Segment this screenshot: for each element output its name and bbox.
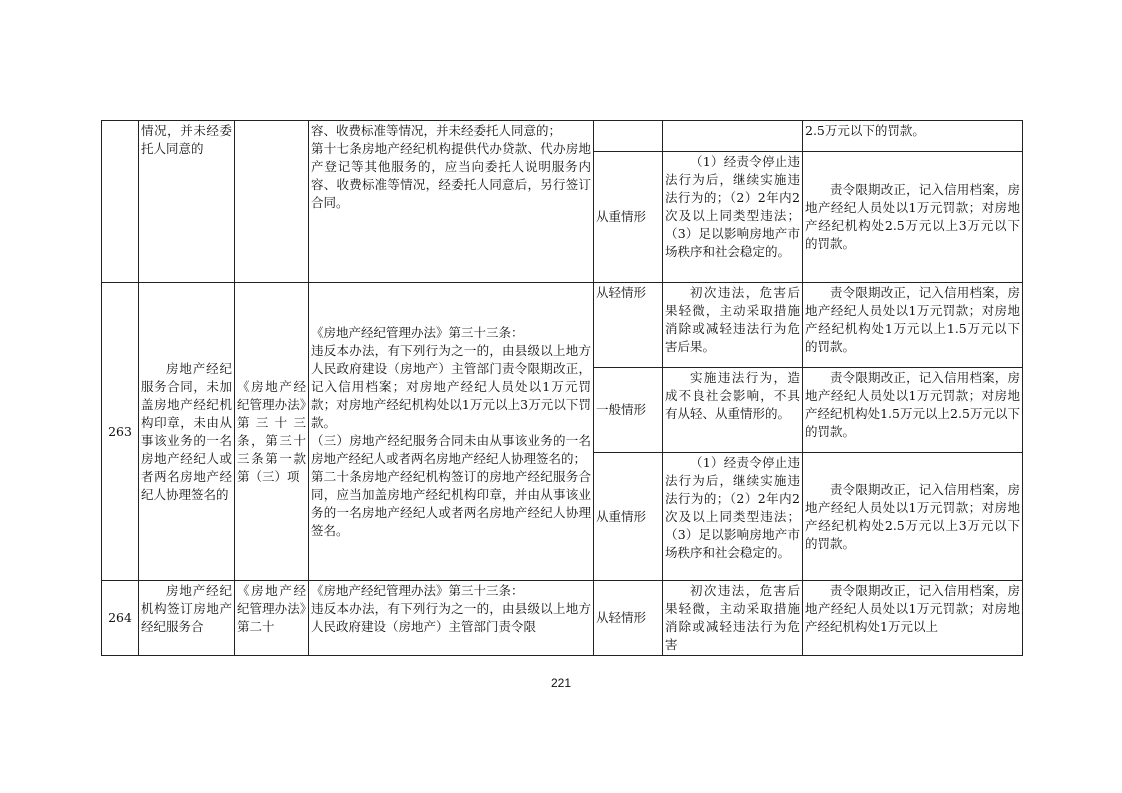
- legal-basis-cell: [235, 581, 309, 656]
- circumstance-cell: [594, 581, 663, 656]
- situation-text: （1）经责令停止违法行为后，继续实施违法行为的；（2）2年内2次及以上同类型违法；（3）足以影响房地产市场秩序和社会稳定的。: [665, 154, 800, 259]
- standard-text: 责令限期改正，记入信用档案，房地产经纪人员处以1万元罚款；对房地产经纪机构处2.5万元以上3万元以下的罚款。: [805, 481, 1020, 551]
- clause-text: 《房地产经纪管理办法》第三十三条： 违反本办法，有下列行为之一的，由县级以上地方人民政府建设（房地产）主管部门责令限: [311, 583, 591, 634]
- circumstance-text: 一般情形: [596, 402, 647, 417]
- item-number-cell: [102, 121, 139, 283]
- situation-cell: [663, 283, 803, 368]
- illegal-behavior-text: 情况，并未经委托人同意的: [141, 123, 232, 156]
- situation-cell: [663, 368, 803, 453]
- penalty-standards-table: [101, 120, 1023, 656]
- circumstance-cell: [594, 453, 663, 581]
- situation-cell: [663, 121, 803, 152]
- table-row-264-light: [102, 581, 1023, 656]
- clause-cell: [309, 121, 594, 283]
- illegal-behavior-cell: [139, 581, 235, 656]
- circumstance-cell: [594, 368, 663, 453]
- situation-text: （1）经责令停止违法行为后，继续实施违法行为的；（2）2年内2次及以上同类型违法；（3）足以影响房地产市场秩序和社会稳定的。: [665, 455, 800, 560]
- legal-basis-cell: [235, 121, 309, 283]
- clause-text: 容、收费标准等情况，并未经委托人同意的； 第十七条房地产经纪机构提供代办贷款、代办房地产登记等其他服务的，应当向委托人说明服务内容、收费标准等情况，经委托人同意后，另行签订合同。: [311, 123, 591, 210]
- standard-text: 责令限期改正，记入信用档案，房地产经纪人员处以1万元罚款；对房地产经纪机构处1.5万元以上2.5万元以下的罚款。: [805, 370, 1020, 439]
- page-number: 221: [550, 676, 572, 690]
- clause-cell: [309, 283, 594, 581]
- clause-cell: [309, 581, 594, 656]
- standard-text: 责令限期改正，记入信用档案，房地产经纪人员处以1万元罚款；对房地产经纪机构处1万元以上1.5万元以下的罚款。: [805, 285, 1020, 354]
- standard-cell: [803, 581, 1023, 656]
- item-number: 263: [108, 423, 132, 439]
- legal-basis-cell: [235, 283, 309, 581]
- standard-cell: [803, 453, 1023, 581]
- table-row-continued: [102, 121, 1023, 152]
- illegal-behavior-text: 房地产经纪机构签订房地产经纪服务合: [141, 583, 232, 634]
- legal-basis-text: 《房地产经纪管理办法》第三十三条，第三十三条第一款第（三）项: [237, 378, 306, 484]
- situation-text: 初次违法，危害后果轻微，主动采取措施消除或减轻违法行为危害后果。: [665, 285, 800, 354]
- illegal-behavior-cell: [139, 121, 235, 283]
- standard-text: 2.5万元以下的罚款。: [805, 123, 925, 138]
- clause-text: 《房地产经纪管理办法》第三十三条： 违反本办法，有下列行为之一的，由县级以上地方人民政府建设（房地产）主管部门责令限期改正，记入信用档案；对房地产经纪人员处以1万元罚款；对房地产经纪机构处以1万元以上3万元以下罚款。 （三）房地产经纪服务合同未由从事该业务的一名房地产经纪人或者两名房地产经纪人协理签名的； 第二十条房地产经纪机构签订的房地产经纪服务合同，应当加盖房地产经纪机构印章，并由从事该业务的一名房地产经纪人或者两名房地产经纪人协理签名。: [311, 324, 591, 538]
- circumstance-text: 从重情形: [596, 508, 647, 524]
- table-row-263-light: [102, 283, 1023, 368]
- circumstance-text: 从重情形: [596, 209, 647, 224]
- standard-cell: [803, 368, 1023, 453]
- standard-cell: [803, 283, 1023, 368]
- situation-cell: [663, 453, 803, 581]
- situation-cell: [663, 152, 803, 283]
- illegal-behavior-text: 房地产经纪服务合同，未加盖房地产经纪机构印章，未由从事该业务的一名房地产经纪人或者两名房地产经纪人协理签名的: [141, 360, 232, 502]
- item-number-cell: [102, 581, 139, 656]
- standard-cell: [803, 152, 1023, 283]
- standard-text: 责令限期改正，记入信用档案，房地产经纪人员处以1万元罚款；对房地产经纪机构处2.5万元以上3万元以下的罚款。: [805, 182, 1020, 251]
- circumstance-cell: [594, 121, 663, 152]
- circumstance-text: 从轻情形: [596, 610, 647, 625]
- standard-text: 责令限期改正，记入信用档案，房地产经纪人员处以1万元罚款；对房地产经纪机构处1万元以上: [805, 583, 1020, 634]
- illegal-behavior-cell: [139, 283, 235, 581]
- standard-cell: [803, 121, 1023, 152]
- situation-cell: [663, 581, 803, 656]
- item-number-cell: [102, 283, 139, 581]
- circumstance-text: 从轻情形: [596, 285, 647, 300]
- circumstance-cell: [594, 283, 663, 368]
- item-number: 264: [108, 610, 132, 625]
- situation-text: 初次违法，危害后果轻微，主动采取措施消除或减轻违法行为危害: [665, 583, 800, 652]
- circumstance-cell: [594, 152, 663, 283]
- situation-text: 实施违法行为，造成不良社会影响，不具有从轻、从重情形的。: [665, 370, 800, 421]
- legal-basis-text: 《房地产经纪管理办法》第二十: [237, 583, 306, 634]
